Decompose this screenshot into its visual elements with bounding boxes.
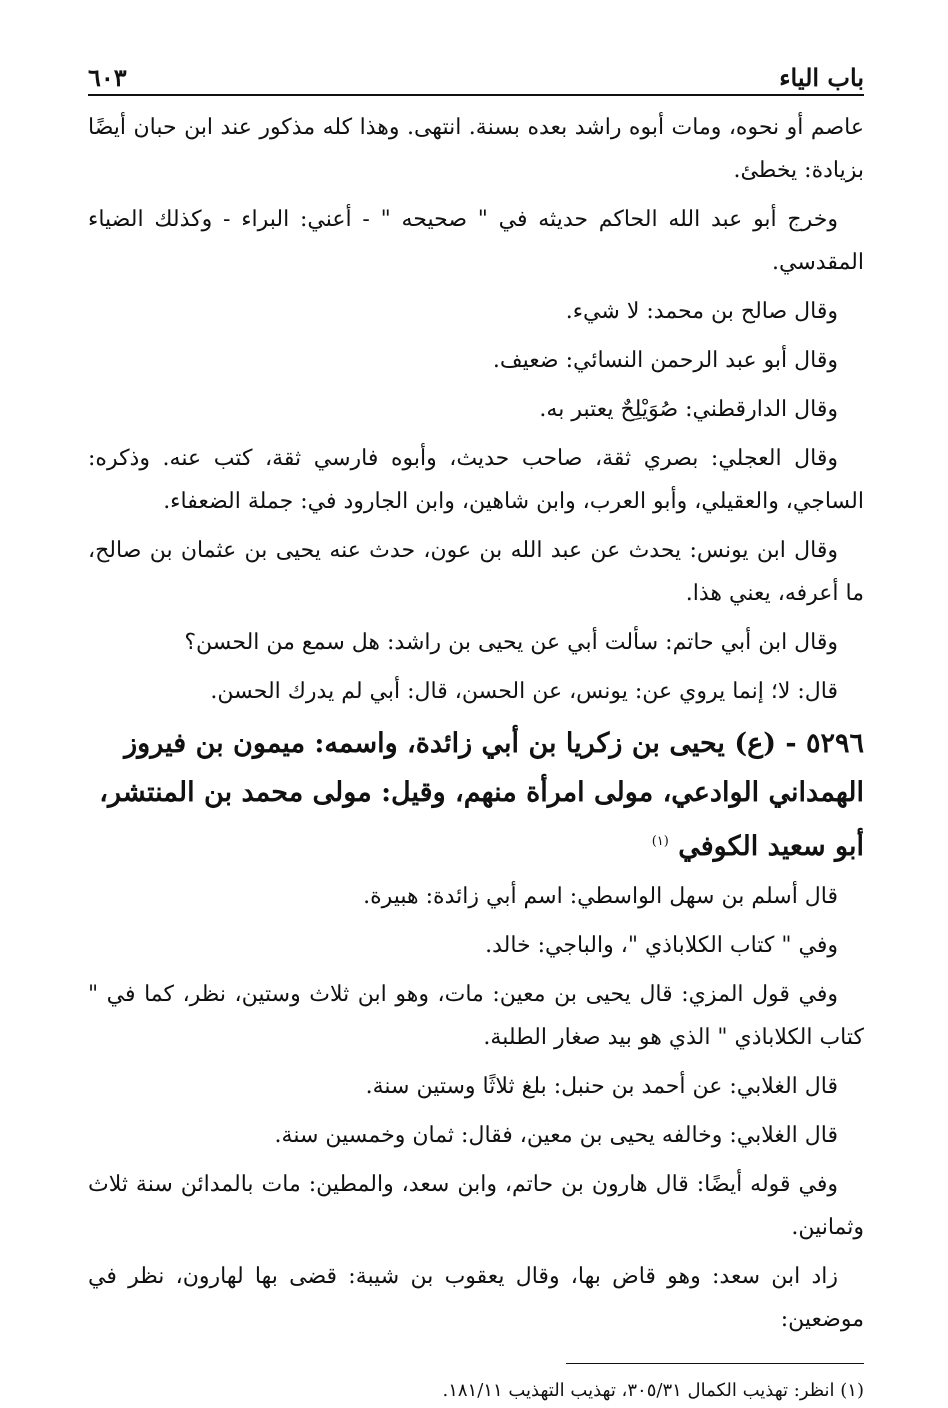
paragraph: وقال ابن أبي حاتم: سألت أبي عن يحيى بن راشد: هل سمع من الحسن؟ (184, 630, 838, 655)
page-number: ٦٠٣ (88, 63, 127, 92)
paragraph: قال: لا؛ إنما يروي عن: يونس، عن الحسن، قال: أبي لم يدرك الحسن. (210, 679, 838, 704)
paragraph: قال الغلابي: وخالفه يحيى بن معين، فقال: ثمان وخمسين سنة. (274, 1123, 838, 1148)
paragraph: وقال صالح بن محمد: لا شيء. (565, 299, 838, 324)
entry-text: ٥٢٩٦ - (ع) يحيى بن زكريا بن أبي زائدة، واسمه: ميمون بن فيروز الهمداني الوادعي، مولى امرأة منهم، وقيل: مولى محمد بن المنتشر، أبو سعيد الكوفي (99, 728, 864, 862)
paragraph: وقال الدارقطني: صُوَيْلِحٌ يعتبر به. (539, 397, 838, 422)
footnote-separator (566, 1363, 864, 1364)
footnote-reference: (١) (651, 834, 669, 849)
header-rule (88, 94, 864, 96)
paragraph: قال أسلم بن سهل الواسطي: اسم أبي زائدة: هبيرة. (363, 884, 838, 909)
paragraph: وقال العجلي: بصري ثقة، صاحب حديث، وأبوه فارسي ثقة، كتب عنه. وذكره: الساجي، والعقيلي، وأبو العرب، وابن شاهين، وابن الجارود في: جملة الضعفاء. (88, 446, 864, 514)
book-page (88, 52, 864, 1408)
paragraph: وفي قوله أيضًا: قال هارون بن حاتم، وابن سعد، والمطين: مات بالمدائن سنة ثلاث وثمانين. (88, 1172, 864, 1240)
paragraph: وقال ابن يونس: يحدث عن عبد الله بن عون، حدث عنه يحيى بن عثمان بن صالح، ما أعرفه، يعني هذا. (88, 538, 864, 606)
paragraph: وفي " كتاب الكلاباذي "، والباجي: خالد. (485, 933, 838, 958)
page-header (88, 52, 864, 92)
paragraph: وقال أبو عبد الرحمن النسائي: ضعيف. (492, 348, 838, 373)
chapter-title: باب الياء (779, 63, 864, 92)
entry-heading (88, 719, 864, 871)
footnote: (١) انظر: تهذيب الكمال ٣٠٥/٣١، تهذيب التهذيب ١٨١/١١. (442, 1380, 864, 1401)
paragraph: وفي قول المزي: قال يحيى بن معين: مات، وهو ابن ثلاث وستين، نظر، كما في " كتاب الكلاباذي " الذي هو بيد صغار الطلبة. (88, 982, 864, 1050)
page-body (88, 106, 864, 1341)
paragraph: وخرج أبو عبد الله الحاكم حديثه في " صحيحه " - أعني: البراء - وكذلك الضياء المقدسي. (88, 207, 864, 275)
paragraph: عاصم أو نحوه، ومات أبوه راشد بعده بسنة. انتهى. وهذا كله مذكور عند ابن حبان أيضًا بزيادة: يخطئ. (88, 115, 864, 183)
paragraph: زاد ابن سعد: وهو قاض بها، وقال يعقوب بن شيبة: قضى بها لهارون، نظر في موضعين: (88, 1264, 864, 1332)
paragraph: قال الغلابي: عن أحمد بن حنبل: بلغ ثلاثًا وستين سنة. (365, 1074, 838, 1099)
